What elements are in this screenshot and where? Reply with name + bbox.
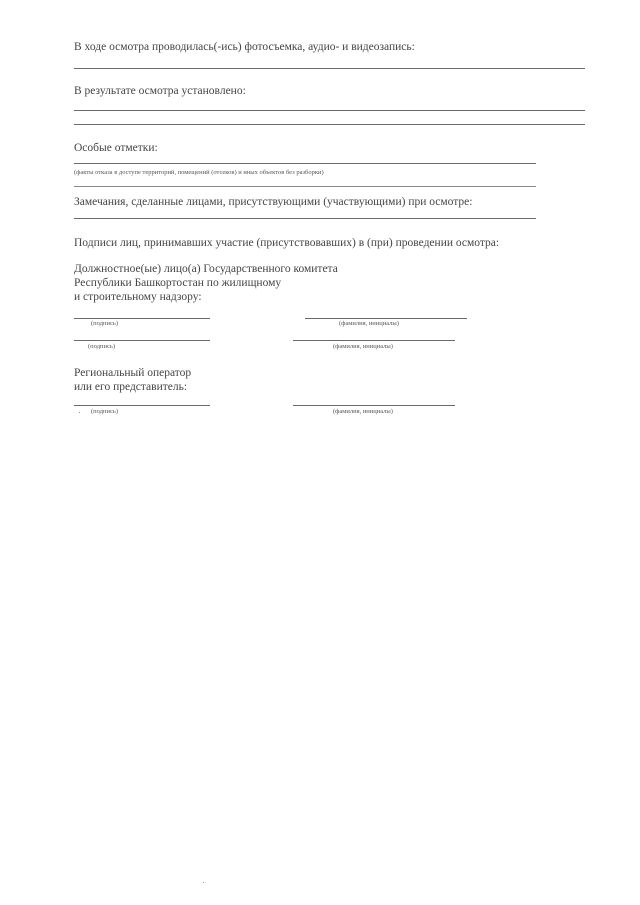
official-2-signature-caption: (подпись) — [88, 343, 115, 350]
operator-signature-line[interactable] — [74, 405, 210, 406]
photo-video-line[interactable] — [74, 68, 585, 69]
official-2-name-caption: (фамилия, инициалы) — [333, 343, 393, 350]
special-notes-label: Особые отметки: — [74, 142, 158, 154]
operator-signature-caption: (подпись) — [91, 408, 118, 415]
scan-speck — [203, 882, 204, 883]
scan-speck — [79, 412, 80, 413]
result-label: В результате осмотра установлено: — [74, 85, 246, 97]
official-2-signature-line[interactable] — [74, 340, 210, 341]
official-1-name-caption: (фамилия, инициалы) — [339, 320, 399, 327]
operator-title-line-2: или его представитель: — [74, 381, 188, 393]
special-notes-line[interactable] — [74, 163, 536, 164]
remarks-label: Замечания, сделанные лицами, присутствующими (участвующими) при осмотре: — [74, 196, 473, 208]
operator-name-line[interactable] — [293, 405, 455, 406]
result-line-2[interactable] — [74, 124, 585, 125]
remarks-line[interactable] — [74, 218, 536, 219]
operator-title-line-1: Региональный оператор — [74, 367, 192, 379]
officials-title-line-1: Должностное(ые) лицо(а) Государственного комитета — [74, 263, 338, 275]
special-notes-caption: (факты отказа в доступе территорий, помещений (отсеков) и иных объектов без разборки) — [74, 169, 324, 176]
official-1-name-line[interactable] — [305, 318, 467, 319]
officials-title-line-3: и строительному надзору: — [74, 291, 202, 303]
special-notes-line-2[interactable] — [74, 186, 536, 187]
officials-title-line-2: Республики Башкортостан по жилищному — [74, 277, 282, 289]
signatures-label: Подписи лиц, принимавших участие (присутствовавших) в (при) проведении осмотра: — [74, 237, 500, 249]
official-2-name-line[interactable] — [293, 340, 455, 341]
official-1-signature-line[interactable] — [74, 318, 210, 319]
official-1-signature-caption: (подпись) — [91, 320, 118, 327]
photo-video-label: В ходе осмотра проводилась(-ись) фотосъемка, аудио- и видеозапись: — [74, 41, 415, 53]
operator-name-caption: (фамилия, инициалы) — [333, 408, 393, 415]
result-line-1[interactable] — [74, 110, 585, 111]
